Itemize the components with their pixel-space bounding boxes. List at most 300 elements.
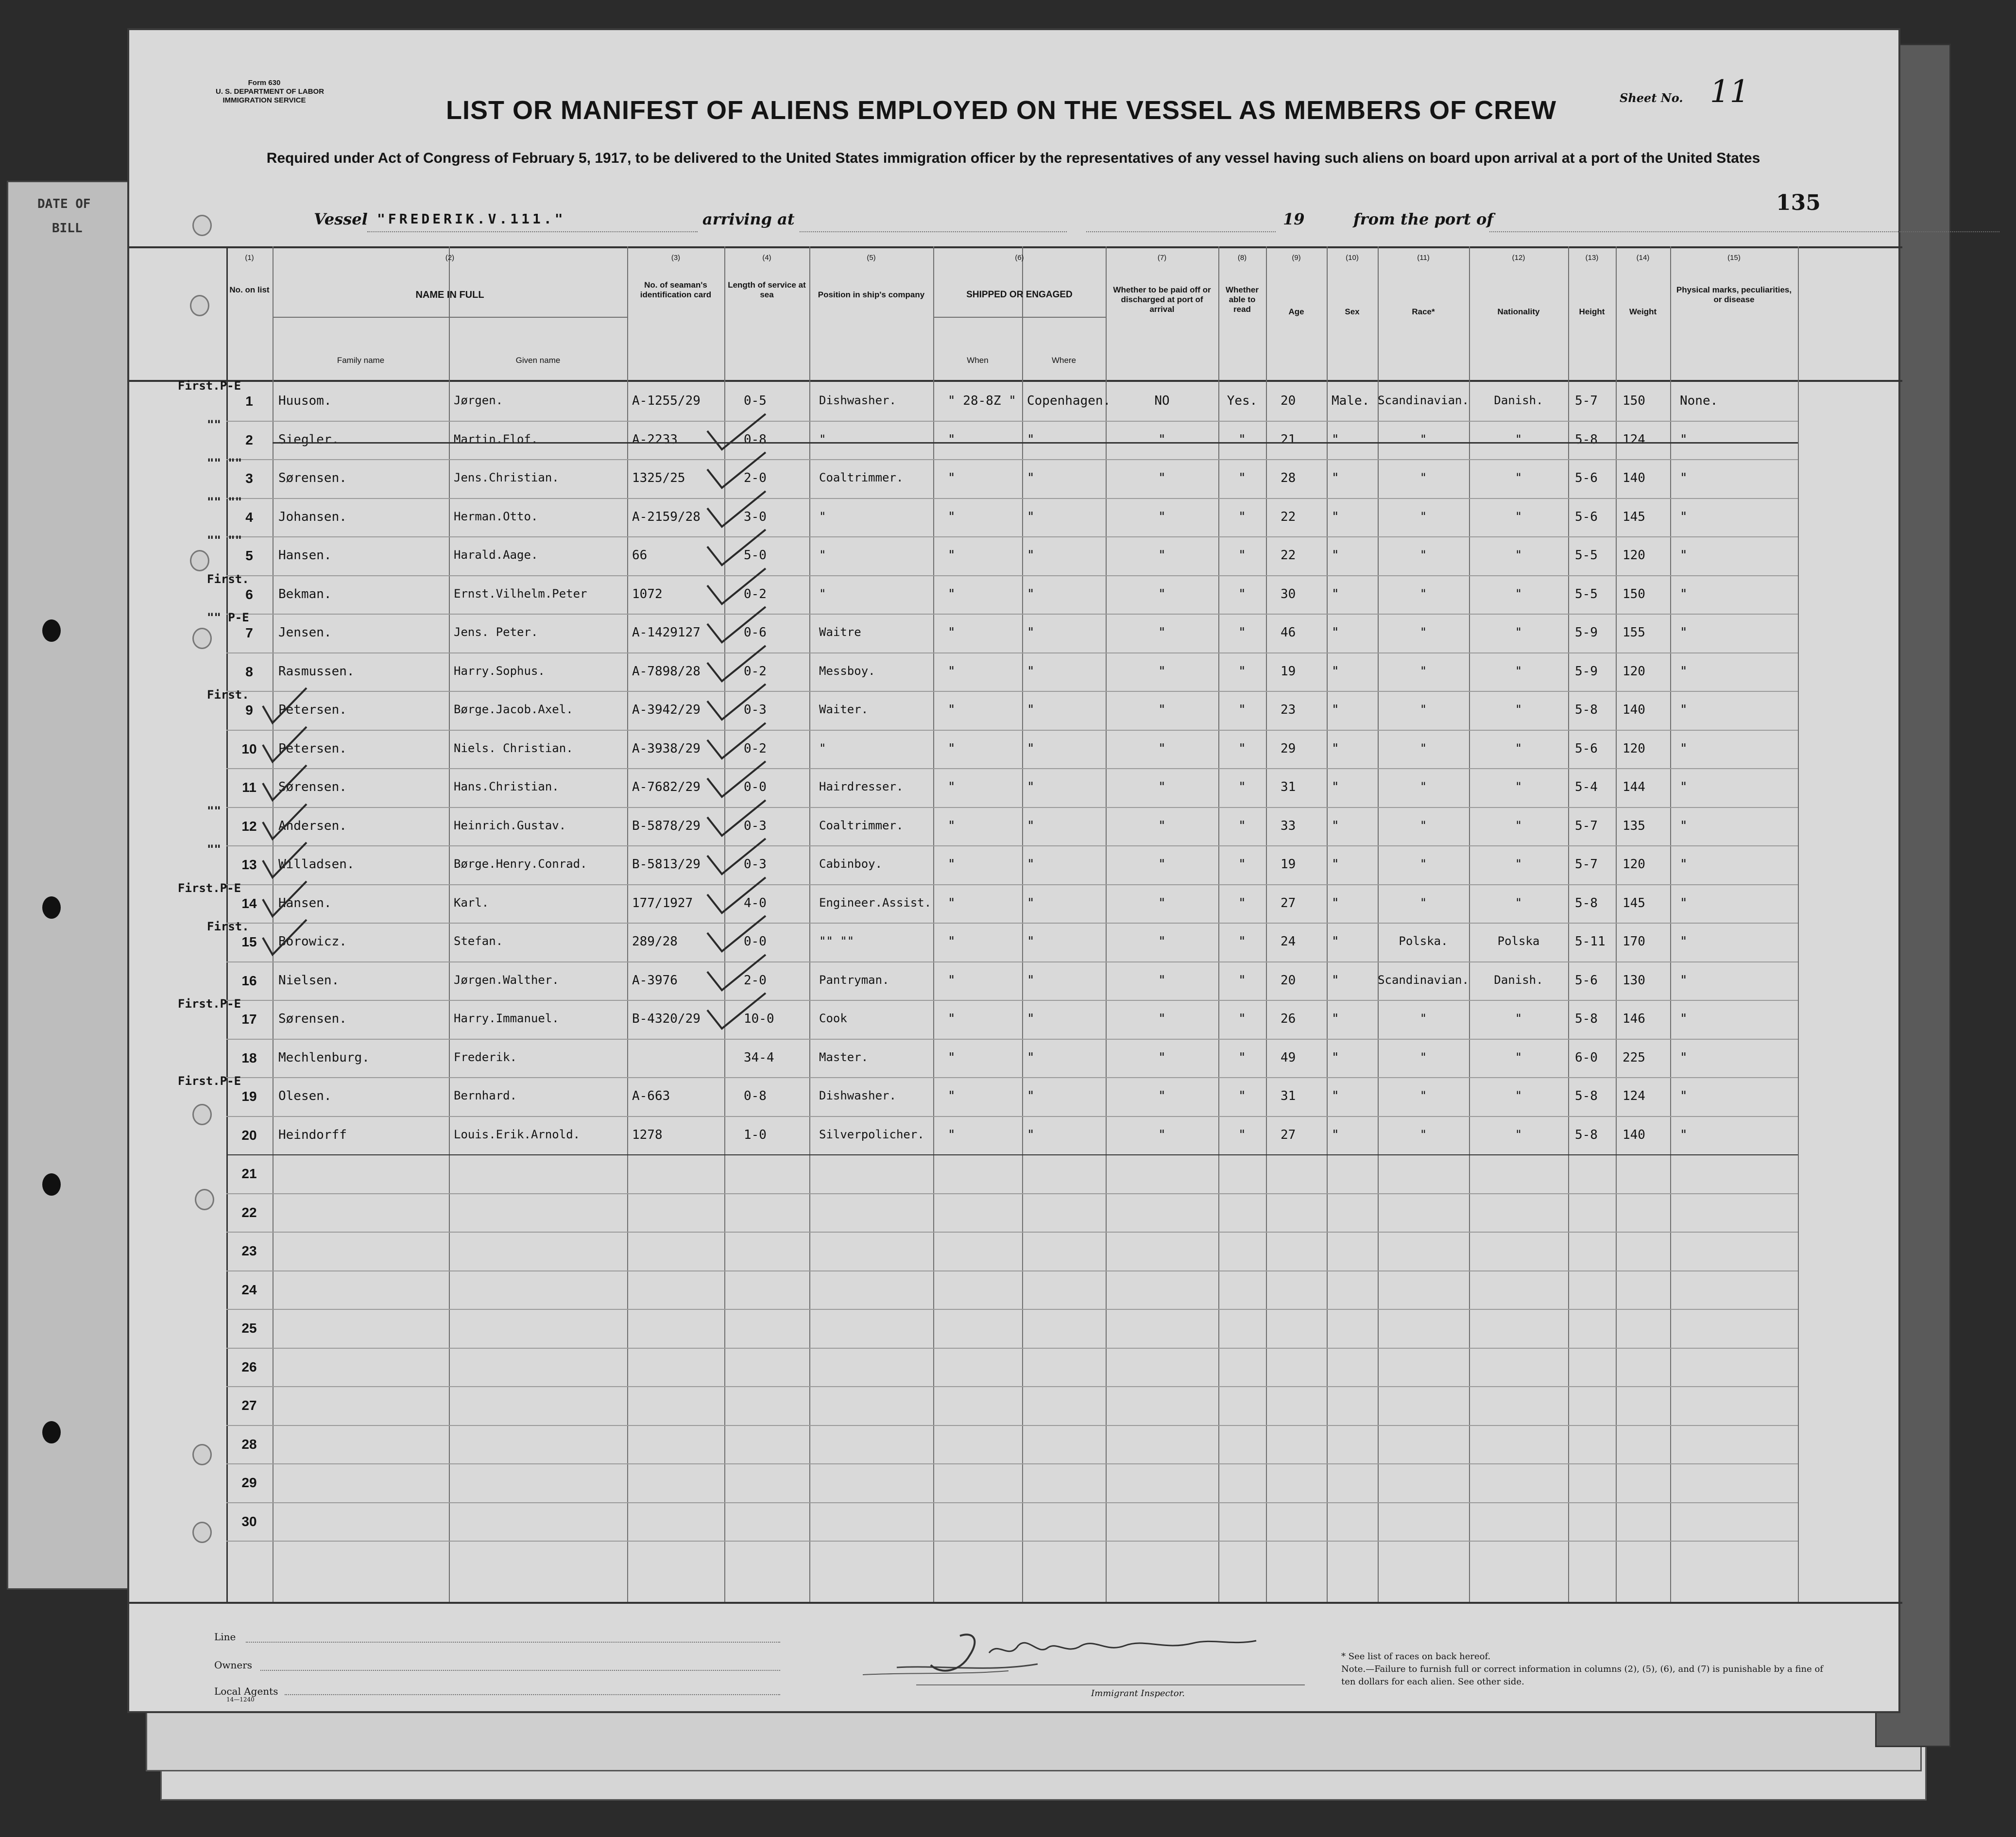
paid-off-cell: " (1158, 934, 1166, 949)
able-to-read-cell: " (1238, 548, 1246, 563)
row-number: 12 (241, 818, 257, 834)
row-rule (226, 1309, 1798, 1310)
punch-hole (42, 896, 61, 919)
row-number: 22 (241, 1204, 257, 1220)
sex-cell: " (1332, 509, 1339, 524)
column-header: Whether able to read (1226, 285, 1259, 314)
weight-cell: 225 (1623, 1050, 1645, 1065)
weight-cell: 140 (1623, 1127, 1645, 1142)
shipped-when-cell: " (948, 973, 956, 988)
race-cell: " (1419, 1127, 1427, 1141)
row-rule (226, 884, 1798, 885)
row-number: 3 (245, 471, 253, 486)
able-to-read-cell: " (1238, 741, 1246, 756)
sex-cell: Male. (1332, 394, 1370, 408)
column-number: (5) (867, 254, 876, 262)
shipped-where-cell: " (1027, 780, 1035, 794)
family-name-cell: Hansen. (278, 895, 332, 910)
height-cell: 5-9 (1575, 625, 1598, 640)
given-name-cell: Jørgen.Walther. (454, 973, 559, 987)
row-number: 21 (241, 1166, 257, 1181)
shipped-where-cell: " (1027, 1050, 1035, 1065)
row-number: 2 (245, 432, 253, 447)
position-cell: Hairdresser. (819, 780, 904, 793)
race-cell: " (1419, 1050, 1427, 1064)
age-cell: 29 (1281, 741, 1296, 756)
able-to-read-cell: Yes. (1227, 394, 1258, 408)
able-to-read-cell: " (1238, 1012, 1246, 1026)
shipped-when-cell: " (948, 509, 956, 524)
races-note: * See list of races on back hereof. (1341, 1651, 1491, 1662)
shipped-when-cell: " (948, 548, 956, 563)
column-header: Position in ship's company (818, 290, 925, 299)
service-length-cell: 0-3 (744, 703, 767, 717)
card-number-cell: 289/28 (632, 934, 678, 949)
row-number: 20 (241, 1127, 257, 1143)
sex-cell: " (1332, 1127, 1339, 1142)
column-header: Whether to be paid off or discharged at port of arrival (1113, 285, 1211, 314)
able-to-read-cell: " (1238, 1127, 1246, 1142)
shipped-where-cell: " (1027, 664, 1035, 679)
shipped-when-cell: " (948, 1012, 956, 1026)
age-cell: 31 (1281, 780, 1296, 794)
checkmark-icon (702, 566, 770, 610)
able-to-read-cell: " (1238, 780, 1246, 794)
weight-cell: 144 (1623, 780, 1645, 794)
sex-cell: " (1332, 741, 1339, 756)
nationality-cell: " (1515, 509, 1522, 523)
given-name-cell: Harald.Aage. (454, 548, 538, 562)
height-cell: 5-5 (1575, 586, 1598, 601)
card-number-cell: A-3942/29 (632, 703, 700, 717)
row-annotation: First.P-E (178, 379, 241, 393)
given-name-cell: Stefan. (454, 934, 503, 948)
position-cell: Dishwasher. (819, 1089, 896, 1102)
row-rule (226, 575, 1798, 576)
physical-marks-cell: " (1680, 934, 1688, 949)
shipped-when-cell: " (948, 471, 956, 485)
family-name-cell: Hansen. (278, 548, 332, 563)
nationality-cell: Danish. (1494, 973, 1543, 987)
checkmark-icon (702, 450, 770, 494)
family-name-cell: Siegler. (278, 432, 340, 447)
paid-off-cell: " (1158, 818, 1166, 833)
row-rule (226, 1000, 1798, 1001)
paid-off-cell: " (1158, 1089, 1166, 1103)
sheet-number: 11 (1709, 74, 1750, 110)
race-cell: " (1419, 509, 1427, 523)
row-rule (226, 691, 1798, 692)
able-to-read-cell: " (1238, 703, 1246, 717)
race-cell: " (1419, 548, 1427, 562)
physical-marks-cell: " (1680, 432, 1688, 447)
column-number: (8) (1237, 254, 1247, 262)
service-length-cell: 5-0 (744, 548, 767, 563)
physical-marks-cell: " (1680, 741, 1688, 756)
nationality-cell: " (1515, 432, 1522, 446)
column-number: (2) (445, 254, 455, 262)
form-number-block (216, 79, 325, 105)
race-cell: " (1419, 664, 1427, 678)
owners-underline (260, 1670, 780, 1671)
physical-marks-cell: " (1680, 625, 1688, 640)
nationality-cell: Danish. (1494, 394, 1543, 407)
card-number-cell: 66 (632, 548, 648, 563)
manifest-sheet (127, 28, 1900, 1713)
age-cell: 26 (1281, 1012, 1296, 1026)
shipped-when-cell: " (948, 1050, 956, 1065)
able-to-read-cell: " (1238, 471, 1246, 485)
paid-off-cell: " (1158, 548, 1166, 563)
row-annotation: "" P-E (207, 611, 249, 624)
vessel-underline (367, 231, 698, 232)
nationality-cell: " (1515, 664, 1522, 678)
service-length-cell: 0-3 (744, 857, 767, 872)
row-rule (226, 730, 1798, 731)
position-cell: Master. (819, 1050, 869, 1064)
row-number: 28 (241, 1436, 257, 1452)
age-cell: 49 (1281, 1050, 1296, 1065)
row-rule (226, 614, 1798, 615)
position-cell: " (819, 586, 826, 601)
sex-cell: " (1332, 432, 1339, 447)
row-number: 15 (241, 934, 257, 949)
position-cell: Coaltrimmer. (819, 471, 904, 484)
given-name-cell: Niels. Christian. (454, 741, 573, 755)
able-to-read-cell: " (1238, 664, 1246, 679)
row-number: 9 (245, 703, 253, 718)
column-divider (933, 246, 934, 1602)
physical-marks-cell: " (1680, 857, 1688, 872)
height-cell: 5-7 (1575, 394, 1598, 408)
card-number-cell: B-4320/29 (632, 1012, 700, 1026)
age-cell: 27 (1281, 895, 1296, 910)
sex-cell: " (1332, 548, 1339, 563)
checkmark-icon (702, 412, 770, 455)
card-number-cell: A-1255/29 (632, 394, 700, 408)
weight-cell: 146 (1623, 1012, 1645, 1026)
page-number: 135 (1776, 190, 1821, 215)
shipped-when-cell: " (948, 432, 956, 447)
height-cell: 5-8 (1575, 1127, 1598, 1142)
checkmark-icon (702, 875, 770, 919)
card-number-cell: A-1429127 (632, 625, 700, 640)
checkmark-icon (258, 839, 311, 882)
given-name-cell: Martin.Elof. (454, 432, 538, 446)
service-length-cell: 0-2 (744, 741, 767, 756)
weight-cell: 140 (1623, 703, 1645, 717)
family-name-cell: Nielsen. (278, 973, 340, 988)
physical-marks-cell: " (1680, 780, 1688, 794)
row-rule (226, 1154, 1798, 1155)
punch-hole (42, 1421, 61, 1443)
shipped-where-cell: " (1027, 818, 1035, 833)
column-header: Length of service at sea (728, 280, 806, 299)
row-number: 5 (245, 548, 253, 563)
sex-cell: " (1332, 664, 1339, 679)
nationality-cell: " (1515, 548, 1522, 562)
row-annotation: "" "" (207, 495, 242, 509)
column-number: (14) (1636, 254, 1650, 262)
column-header: Nationality (1497, 307, 1540, 316)
physical-marks-cell: " (1680, 1089, 1688, 1103)
service-length-cell: 34-4 (744, 1050, 774, 1065)
column-divider (1670, 246, 1671, 1602)
row-number: 26 (241, 1359, 257, 1374)
position-cell: Cabinboy. (819, 857, 883, 871)
checkmark-icon (258, 723, 311, 767)
department-name: U. S. DEPARTMENT OF LABOR (216, 87, 325, 96)
page-subtitle: Required under Act of Congress of February 5, 1917, to be delivered to the United States immigration officer by the representatives of any vessel having such aliens on board upon arrival at a port of the United States (266, 150, 1760, 166)
height-cell: 5-7 (1575, 818, 1598, 833)
column-header: No. on list (229, 285, 270, 294)
given-name-cell: Jens.Christian. (454, 471, 559, 484)
row-number: 8 (245, 664, 253, 679)
checkmark-icon (702, 489, 770, 532)
row-rule (226, 1425, 1798, 1426)
age-cell: 19 (1281, 857, 1296, 872)
row-number: 11 (242, 780, 256, 795)
row-rule (226, 768, 1798, 769)
shipped-when-cell: " (948, 818, 956, 833)
age-cell: 21 (1281, 432, 1296, 447)
inspector-underline (916, 1684, 1305, 1685)
shipped-where-cell: " (1027, 741, 1035, 756)
weight-cell: 170 (1623, 934, 1645, 949)
card-number-cell: 1072 (632, 586, 663, 601)
row-number: 24 (241, 1282, 257, 1297)
family-name-cell: Jensen. (278, 625, 332, 640)
paid-off-cell: " (1158, 780, 1166, 794)
shipped-when-cell: " (948, 625, 956, 640)
row-rule (226, 1116, 1798, 1117)
inspector-signature (863, 1626, 1310, 1684)
given-name-cell: Heinrich.Gustav. (454, 818, 566, 832)
physical-marks-cell: " (1680, 471, 1688, 485)
age-cell: 22 (1281, 548, 1296, 563)
page-title: LIST OR MANIFEST OF ALIENS EMPLOYED ON THE VESSEL AS MEMBERS OF CREW (446, 96, 1557, 125)
nationality-cell: " (1515, 625, 1522, 639)
race-cell: " (1419, 471, 1427, 484)
row-number: 6 (245, 586, 253, 602)
given-name-cell: Børge.Henry.Conrad. (454, 857, 587, 871)
race-cell: " (1419, 1089, 1427, 1102)
shipped-when-cell: " (948, 741, 956, 756)
shipped-where-cell: " (1027, 1012, 1035, 1026)
row-rule (226, 652, 1798, 653)
row-rule (226, 498, 1798, 499)
binder-tab (7, 181, 138, 1590)
row-rule (226, 1077, 1798, 1078)
row-number: 27 (241, 1398, 257, 1413)
shipped-subheader-rule (933, 317, 1106, 318)
row-rule (226, 1463, 1798, 1464)
given-name-cell: Ernst.Vilhelm.Peter (454, 586, 587, 601)
row-annotation: "" (207, 842, 221, 856)
shipped-where-cell: " (1027, 432, 1035, 447)
column-divider (1378, 246, 1379, 1602)
sheet-label: Sheet No. (1620, 91, 1683, 105)
row-annotation: "" (207, 804, 221, 818)
vessel-name: "FREDERIK.V.111." (377, 211, 566, 227)
height-cell: 5-6 (1575, 471, 1598, 485)
position-cell: Messboy. (819, 664, 875, 678)
checkmark-icon (258, 684, 311, 728)
column-divider (1022, 246, 1023, 1602)
family-name-header: Family name (337, 356, 385, 365)
given-name-cell: Karl. (454, 895, 489, 910)
physical-marks-cell: " (1680, 1012, 1688, 1026)
sex-cell: " (1332, 973, 1339, 988)
family-name-cell: Sørensen. (278, 471, 347, 485)
column-header: Height (1579, 307, 1605, 316)
able-to-read-cell: " (1238, 1089, 1246, 1103)
paid-off-cell: " (1158, 857, 1166, 872)
service-length-cell: 2-0 (744, 973, 767, 988)
checkmark-icon (258, 916, 311, 960)
row-rule (226, 1502, 1798, 1503)
column-divider (1327, 246, 1328, 1602)
shipped-where-cell: " (1027, 509, 1035, 524)
age-cell: 27 (1281, 1127, 1296, 1142)
column-number: (13) (1585, 254, 1599, 262)
race-cell: " (1419, 741, 1427, 755)
given-name-cell: Bernhard. (454, 1089, 517, 1102)
card-number-cell: B-5813/29 (632, 857, 700, 872)
able-to-read-cell: " (1238, 625, 1246, 640)
physical-marks-cell: " (1680, 586, 1688, 601)
nationality-cell: " (1515, 818, 1522, 832)
height-cell: 5-11 (1575, 934, 1606, 949)
card-number-cell: A-7898/28 (632, 664, 700, 679)
family-name-cell: Petersen. (278, 703, 347, 717)
shipped-where-cell: " (1027, 586, 1035, 601)
sex-cell: " (1332, 934, 1339, 949)
signature-drawing (863, 1626, 1310, 1684)
family-name-cell: Huusom. (278, 394, 332, 408)
service-length-cell: 0-0 (744, 934, 767, 949)
position-cell: Coaltrimmer. (819, 818, 904, 832)
weight-cell: 124 (1623, 432, 1645, 447)
nationality-cell: " (1515, 741, 1522, 755)
position-cell: Waitre (819, 625, 861, 639)
shipped-where-cell: " (1027, 548, 1035, 563)
age-cell: 20 (1281, 973, 1296, 988)
physical-marks-cell: " (1680, 664, 1688, 679)
sex-cell: " (1332, 1012, 1339, 1026)
nationality-cell: " (1515, 857, 1522, 871)
sheet-number-block (1620, 74, 1749, 110)
able-to-read-cell: " (1238, 895, 1246, 910)
able-to-read-cell: " (1238, 586, 1246, 601)
checkmark-icon (702, 527, 770, 571)
column-divider (1568, 246, 1569, 1602)
race-cell: Scandinavian. (1378, 394, 1469, 407)
position-cell: " (819, 509, 826, 523)
column-number: (4) (762, 254, 771, 262)
family-name-cell: Heindorff (278, 1127, 347, 1142)
height-cell: 5-8 (1575, 703, 1598, 717)
service-length-cell: 0-2 (744, 664, 767, 679)
nationality-cell: " (1515, 586, 1522, 601)
family-name-cell: Mechlenburg. (278, 1050, 370, 1065)
sex-cell: " (1332, 1089, 1339, 1103)
able-to-read-cell: " (1238, 432, 1246, 447)
card-number-cell: 1278 (632, 1127, 663, 1142)
shipped-where-cell: Copenhagen. (1027, 394, 1111, 408)
row-number: 4 (245, 509, 253, 525)
position-cell: " (819, 741, 826, 755)
table-bottom-rule (129, 1602, 1902, 1604)
checkmark-icon (702, 682, 770, 725)
service-length-cell: 10-0 (744, 1012, 774, 1026)
checkmark-icon (702, 836, 770, 880)
age-cell: 20 (1281, 394, 1296, 408)
row-rule (226, 1348, 1798, 1349)
physical-marks-cell: " (1680, 895, 1688, 910)
paid-off-cell: " (1158, 664, 1166, 679)
shipped-where-cell: " (1027, 973, 1035, 988)
shipped-when-cell: " (948, 895, 956, 910)
agents-underline (285, 1694, 780, 1695)
vessel-line (314, 210, 1519, 234)
checkmark-icon (702, 952, 770, 996)
agents-label: Local Agents (214, 1685, 278, 1697)
age-cell: 19 (1281, 664, 1296, 679)
sex-cell: " (1332, 586, 1339, 601)
paid-off-cell: " (1158, 741, 1166, 756)
shipped-where-cell: " (1027, 857, 1035, 872)
card-number-cell: B-5878/29 (632, 818, 700, 833)
position-cell: Silverpolicher. (819, 1127, 924, 1141)
port-label: from the port of (1353, 210, 1494, 228)
sex-cell: " (1332, 703, 1339, 717)
checkmark-icon (702, 759, 770, 803)
service-length-cell: 3-0 (744, 509, 767, 524)
height-cell: 5-9 (1575, 664, 1598, 679)
service-length-cell: 0-0 (744, 780, 767, 794)
footer (129, 1607, 1902, 1714)
given-name-cell: Hans.Christian. (454, 780, 559, 793)
row-rule (226, 1541, 1798, 1542)
height-cell: 5-5 (1575, 548, 1598, 563)
weight-cell: 155 (1623, 625, 1645, 640)
row-rule (226, 421, 1798, 422)
physical-marks-cell: " (1680, 509, 1688, 524)
inspector-label: Immigrant Inspector. (1091, 1688, 1185, 1699)
table-top-rule (129, 246, 1902, 248)
footer-notes (1341, 1650, 1827, 1688)
vessel-label: Vessel (314, 210, 368, 228)
weight-cell: 135 (1623, 818, 1645, 833)
service-length-cell: 0-2 (744, 586, 767, 601)
height-cell: 6-0 (1575, 1050, 1598, 1065)
column-header: Race* (1412, 307, 1435, 316)
shipped-when-cell: " (948, 857, 956, 872)
shipped-where-cell: " (1027, 625, 1035, 640)
able-to-read-cell: " (1238, 818, 1246, 833)
column-header: Physical marks, peculiarities, or disease (1676, 285, 1792, 304)
race-cell: " (1419, 1012, 1427, 1025)
weight-cell: 150 (1623, 394, 1645, 408)
row-annotation: First. (207, 572, 249, 586)
owners-label: Owners (214, 1659, 253, 1671)
weight-cell: 124 (1623, 1089, 1645, 1103)
column-number: (10) (1346, 254, 1359, 262)
row-number: 13 (241, 857, 257, 872)
physical-marks-cell: " (1680, 1127, 1688, 1142)
shipped-where-cell: " (1027, 471, 1035, 485)
